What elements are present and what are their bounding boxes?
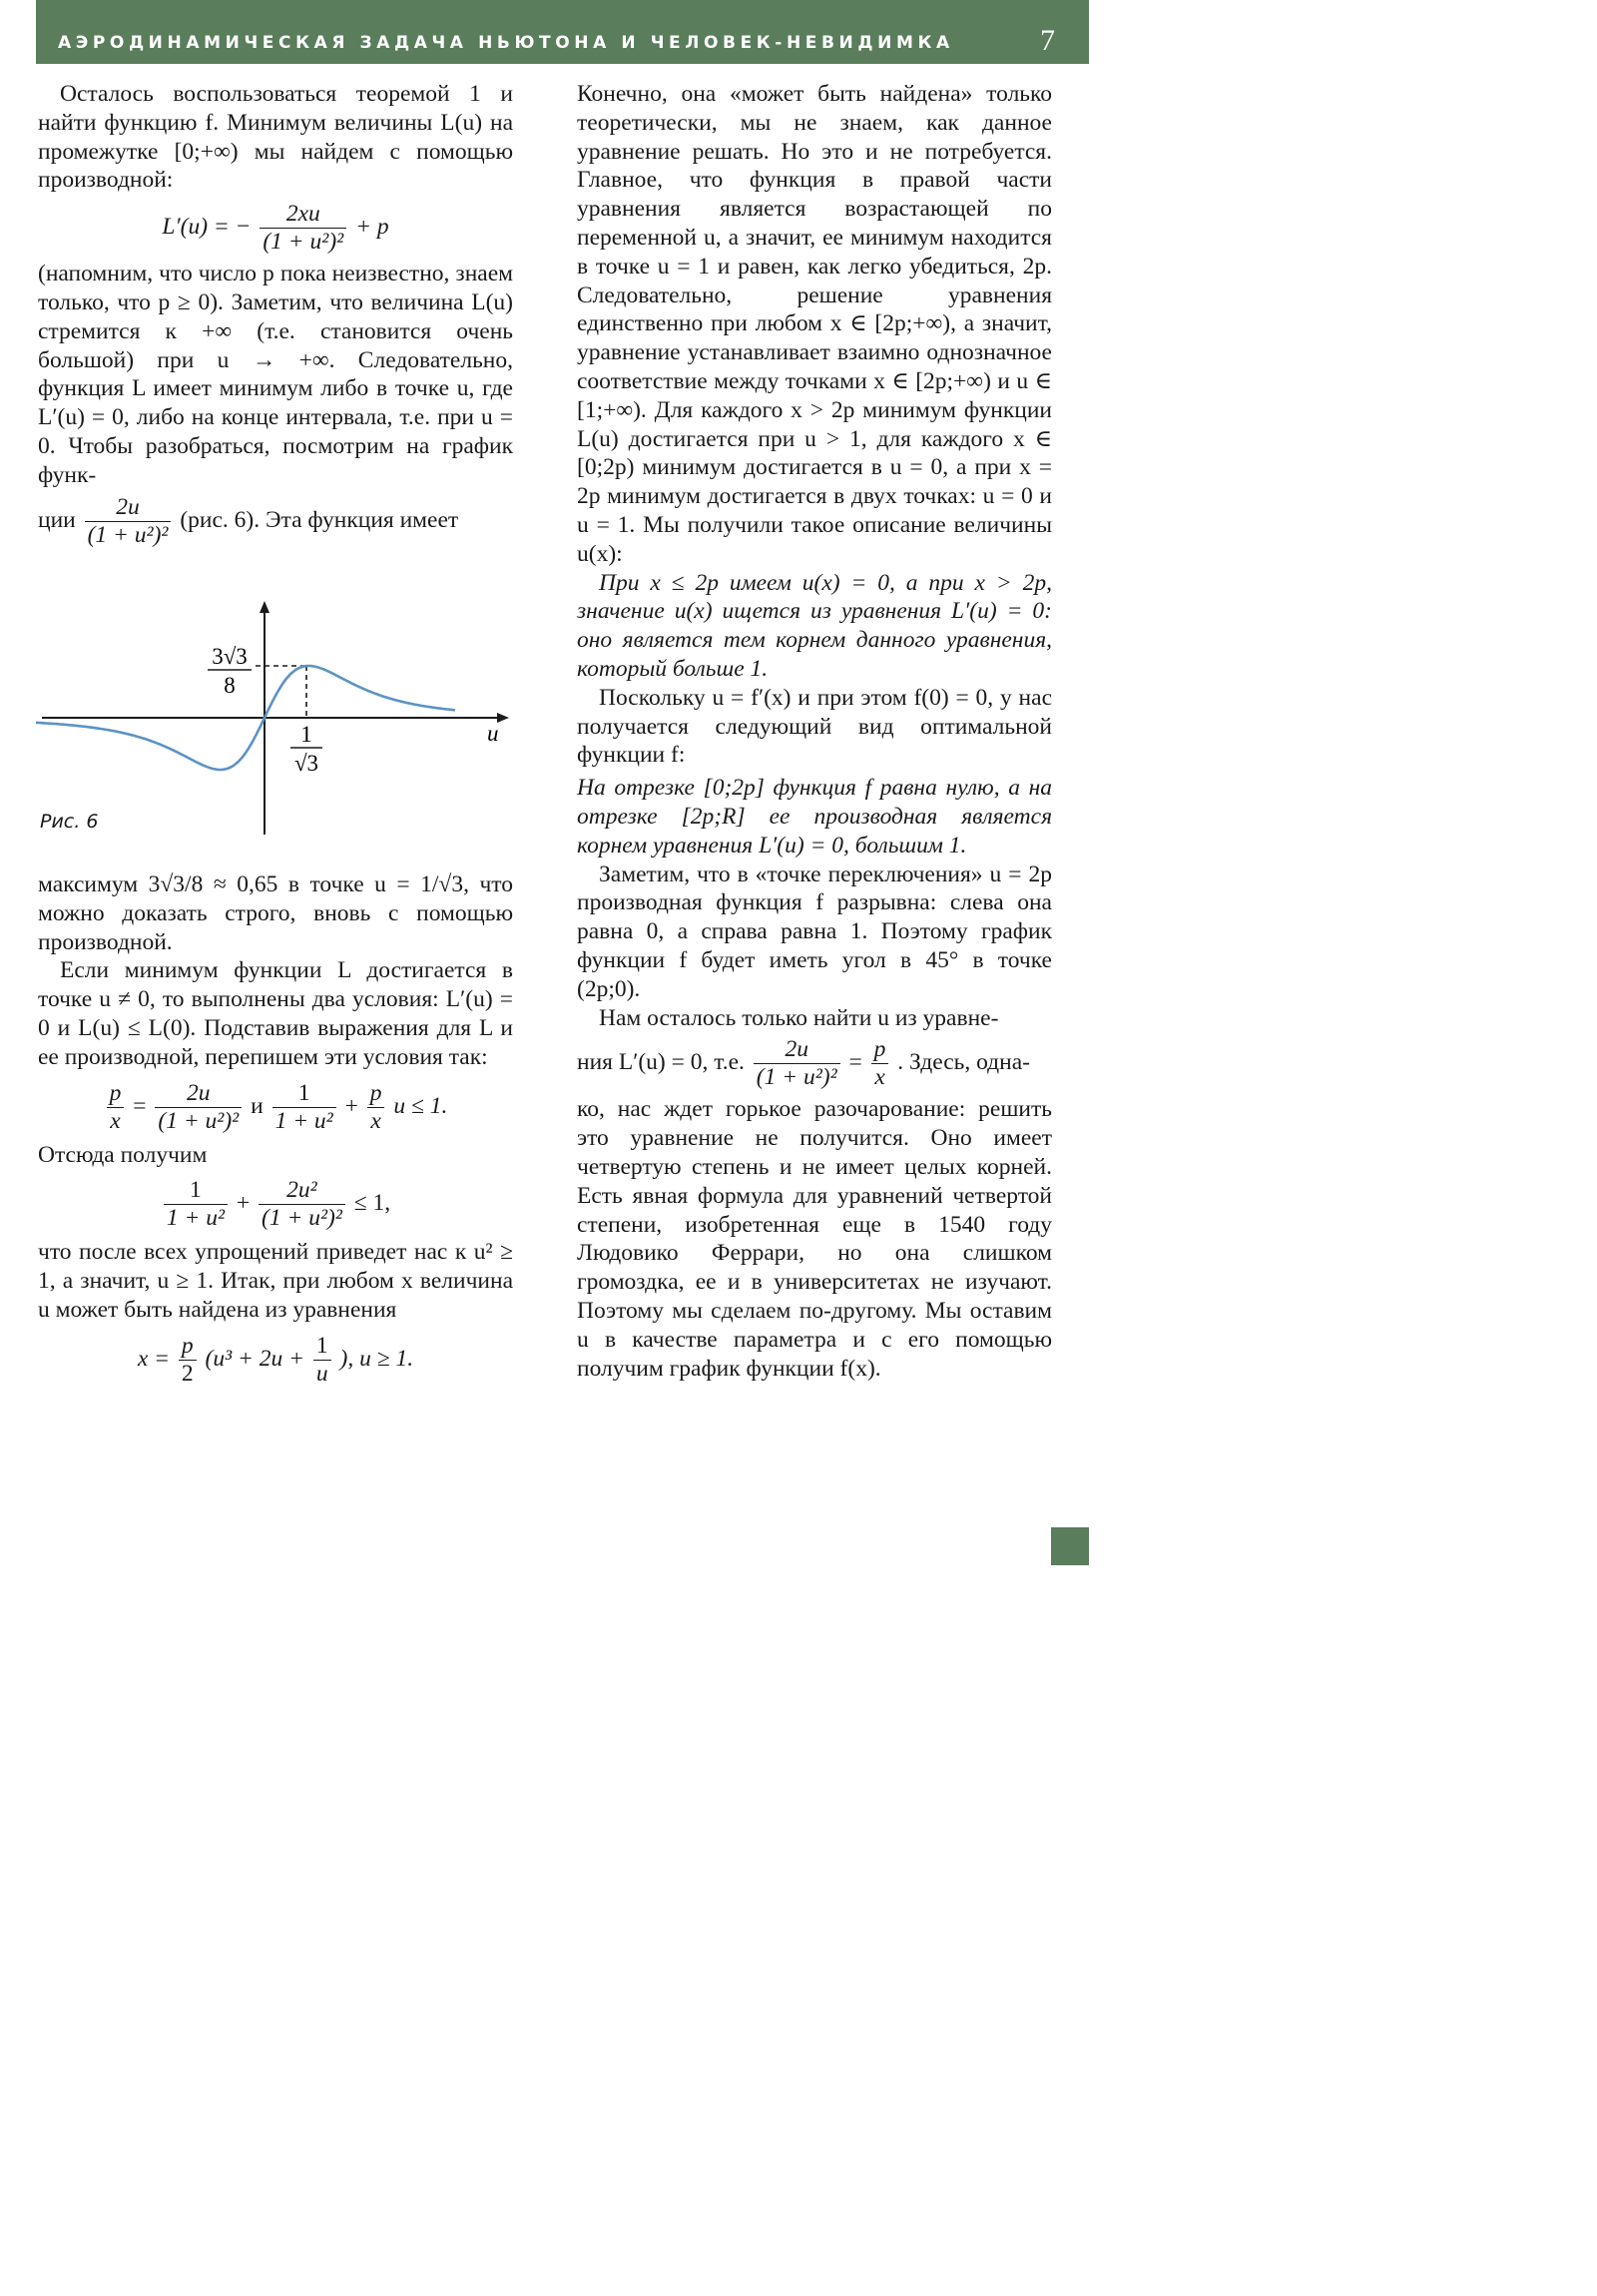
formula-inequality: $\frac{1}{\text{1 + u²}}$ + $\frac{\text{2u²}}{\text{(1 + u²)²}}$ ≤ 1, bbox=[38, 1177, 513, 1232]
x-axis-label: u bbox=[487, 721, 499, 746]
paragraph: Конечно, она «может быть найдена» только теоретически, мы не знаем, как данное уравнение решать. Но это и не потребуется. Главное, что функция в правой части уравнения является возрастающей по переменной u, а значит, ее минимум находится в точке u = 1 и равен, как легко убедиться, 2p. Следовательно, решение уравнения единственно при любом x ∈ [2p;+∞), а значит, уравнение устанавливает взаимно однозначное соответствие между точками x ∈ [2p;+∞) и u ∈ [1;+∞). Для каждого x > 2p минимум функции L(u) достигается при u > 1, для каждого x ∈ [0;2p) минимум достигается в u = 0, а при x = 2p минимум достигается в двух точках: u = 0 и u = 1. Мы получили такое описание величины u(x): bbox=[577, 81, 1052, 567]
paragraph: Осталось воспользоваться теоремой 1 и найти функцию f. Минимум величины L(u) на промежутке [0;+∞) мы найдем с помощью производной: bbox=[38, 81, 513, 194]
paragraph: (напомним, что число p пока неизвестно, знаем только, что p ≥ 0). Заметим, что величина L(u) стремится к +∞ (т.е. становится очень большой) при u → +∞. Следовательно, функция L имеет минимум либо в точке u, где L′(u) = 0, либо на конце интервала, т.е. при u = 0. Чтобы разобраться, посмотрим на график функ- bbox=[38, 261, 513, 488]
y-tick-denominator: 8 bbox=[224, 673, 236, 698]
function-graph bbox=[36, 595, 515, 840]
page-header bbox=[36, 0, 1089, 64]
paragraph-italic: При x ≤ 2p имеем u(x) = 0, а при x > 2p, значение u(x) ищется из уравнения L′(u) = 0: оно является тем корнем данного уравнения, который больше 1. bbox=[577, 569, 1052, 682]
x-tick-denominator: √3 bbox=[293, 751, 319, 776]
paragraph: максимум 3√3/8 ≈ 0,65 в точке u = 1/√3, что можно доказать строго, вновь с помощью производной. bbox=[38, 871, 513, 955]
x-axis-arrow bbox=[497, 713, 509, 723]
formula-conditions: $\frac{p}{x}$ = $\frac{2u}{\text{(1 + u²)²}}$ и $\frac{1}{\text{1 + u²}}$ + $\frac{p}{x}$ u ≤ 1. bbox=[38, 1080, 513, 1135]
figure-caption: Рис. 6 bbox=[40, 811, 99, 833]
paragraph: Отсюда получим bbox=[38, 1141, 208, 1168]
paragraph: Поскольку u = f′(x) и при этом f(0) = 0, у нас получается следующий вид оптимальной функции f: bbox=[577, 684, 1052, 769]
formula-derivative: L′(u) = − $\frac{2xu}{\text{(1 + u²)²}}$ + p bbox=[162, 201, 389, 256]
paragraph: ции $\frac{2u}{\text{(1 + u²)²}}$ (рис. 6). Эта функция имеет bbox=[38, 493, 459, 548]
y-tick-numerator: 3√3 bbox=[212, 644, 248, 669]
page-number: 7 bbox=[1040, 24, 1055, 57]
corner-decoration bbox=[1051, 1527, 1089, 1565]
left-column-lower bbox=[38, 870, 513, 1388]
paragraph: Если минимум функции L достигается в точке u ≠ 0, то выполнены два условия: L′(u) = 0 и L(u) ≤ L(0). Подставив выражения для L и ее производной, перепишем эти условия так: bbox=[38, 957, 513, 1070]
paragraph: что после всех упрощений приведет нас к u² ≥ 1, а значит, u ≥ 1. Итак, при любом x величина u может быть найдена из уравнения bbox=[38, 1239, 513, 1324]
paragraph: Заметим, что в «точке переключения» u = 2p производная функция f разрывна: слева она равна 0, а справа равна 1. Поэтому график функции f будет иметь угол в 45° в точке (2p;0). bbox=[577, 861, 1052, 1002]
running-title: АЭРОДИНАМИЧЕСКАЯ ЗАДАЧА НЬЮТОНА И ЧЕЛОВЕК-НЕВИДИМКА bbox=[58, 33, 954, 53]
x-tick-numerator: 1 bbox=[300, 722, 312, 747]
right-column bbox=[577, 80, 1052, 1383]
formula-x-of-u: x = $\frac{p}{2}$ (u³ + 2u + $\frac{1}{u}$ ), u ≥ 1. bbox=[137, 1332, 414, 1387]
paragraph: Нам осталось только найти u из уравне- bbox=[599, 1004, 999, 1031]
paragraph: ко, нас ждет горькое разочарование: решить это уравнение не получится. Оно имеет четвертую степень и не имеет целых корней. Есть явная формула для уравнений четвертой степени, изобретенная еще в 1540 году Людовико Феррари, но она слишком громоздка, ее и в университетах не изучают. Поэтому мы сделаем по-другому. Мы оставим u в качестве параметра и с его помощью получим график функции f(x). bbox=[577, 1096, 1052, 1382]
paragraph-italic: На отрезке [0;2p] функция f равна нулю, а на отрезке [2p;R] ее производная является корнем уравнения L′(u) = 0, большим 1. bbox=[577, 775, 1052, 859]
paragraph: ния L′(u) = 0, т.е. $\frac{2u}{\text{(1 + u²)²}}$ = $\frac{p}{x}$ . Здесь, одна- bbox=[577, 1036, 1030, 1091]
y-axis-arrow bbox=[260, 601, 269, 613]
left-column bbox=[38, 80, 513, 549]
